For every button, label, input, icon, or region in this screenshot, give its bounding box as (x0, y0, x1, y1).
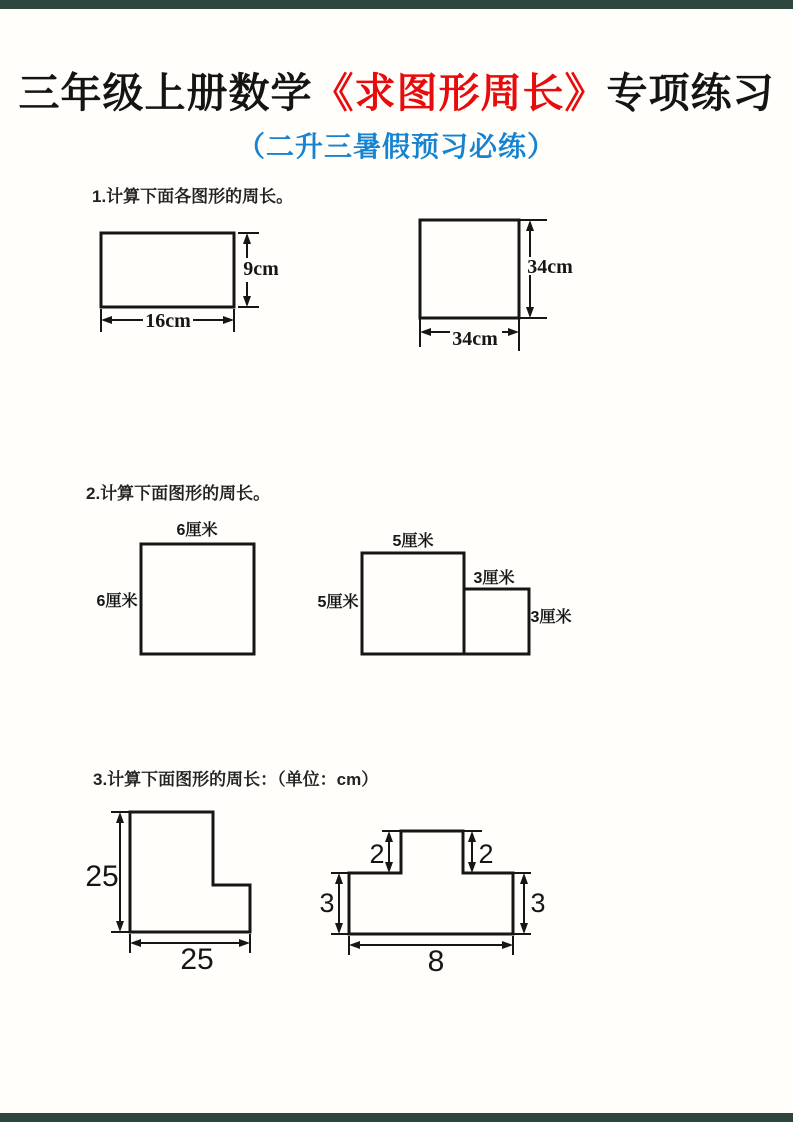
l-left-dim-up-arrow (116, 812, 124, 823)
width-dim-right-arrow (223, 316, 234, 324)
title-part3: 专项练习 (606, 70, 775, 116)
l-bottom-dim-right-arrow (239, 939, 250, 947)
square-shape (420, 220, 519, 318)
t-right3-up-arrow (520, 873, 528, 884)
t-right2-up-arrow (468, 831, 476, 842)
figure-rectangle-16x9 (95, 225, 295, 343)
square-bottom-label: 34cm (452, 328, 498, 350)
t-shape-left-label: 3 (319, 888, 335, 918)
l-shape-left-label: 25 (85, 860, 119, 893)
t-right3-down-arrow (520, 923, 528, 934)
t-shape-notch-right-label: 2 (478, 839, 494, 869)
t-right2-down-arrow (468, 862, 476, 873)
bottom-dim-left-arrow (420, 328, 431, 336)
t-shape-right-label: 3 (530, 888, 546, 918)
page-title (0, 60, 793, 119)
side-dim-down-arrow (526, 307, 534, 318)
t-left2-down-arrow (385, 862, 393, 873)
l-shape-outline (130, 812, 250, 932)
problem1-heading: 1.计算下面各图形的周长。 (92, 187, 294, 206)
figure-square-34 (405, 210, 600, 360)
t-bottom8-right-arrow (502, 941, 513, 949)
figure-l-shape (78, 798, 303, 983)
l-left-dim-down-arrow (116, 921, 124, 932)
title-part1: 三年级上册数学 (18, 70, 313, 116)
figure-t-shape (318, 808, 568, 983)
step-small-rect (464, 589, 529, 654)
square6-left-label: 6厘米 (96, 593, 138, 610)
bottom-border-bar (0, 1113, 793, 1122)
t-left3-down-arrow (335, 923, 343, 934)
side-dim-up-arrow (526, 220, 534, 231)
step-big-left-label: 5厘米 (317, 594, 359, 611)
bottom-dim-right-arrow (508, 328, 519, 336)
t-bottom8-left-arrow (349, 941, 360, 949)
step-small-right-label: 3厘米 (530, 609, 572, 626)
square-right-label: 34cm (527, 256, 573, 278)
t-left3-up-arrow (335, 873, 343, 884)
l-bottom-dim-left-arrow (130, 939, 141, 947)
square6-top-label: 6厘米 (176, 522, 218, 539)
step-big-top-label: 5厘米 (392, 533, 434, 550)
step-big-rect (362, 553, 464, 654)
square6-shape (141, 544, 254, 654)
t-left2-up-arrow (385, 831, 393, 842)
figure-step-shape (308, 515, 588, 670)
width-dim-left-arrow (101, 316, 112, 324)
top-border-bar (0, 0, 793, 9)
figure-square-6cm (70, 505, 285, 670)
problem3-heading: 3.计算下面图形的周长：（单位：cm） (93, 770, 379, 789)
height-dim-up-arrow (243, 233, 251, 244)
rectangle-width-label: 16cm (145, 310, 191, 332)
problem2-heading: 2.计算下面图形的周长。 (86, 484, 271, 503)
title-part2-red: 《求图形周长》 (312, 70, 607, 116)
t-shape-notch-left-label: 2 (369, 839, 385, 869)
height-dim-down-arrow (243, 296, 251, 307)
l-shape-bottom-label: 25 (180, 943, 214, 976)
step-small-top-label: 3厘米 (473, 570, 515, 587)
rectangle-height-label: 9cm (243, 258, 279, 280)
rectangle-shape (101, 233, 234, 307)
t-shape-bottom-label: 8 (427, 945, 445, 978)
page-subtitle: （二升三暑假预习必练） (236, 131, 556, 162)
